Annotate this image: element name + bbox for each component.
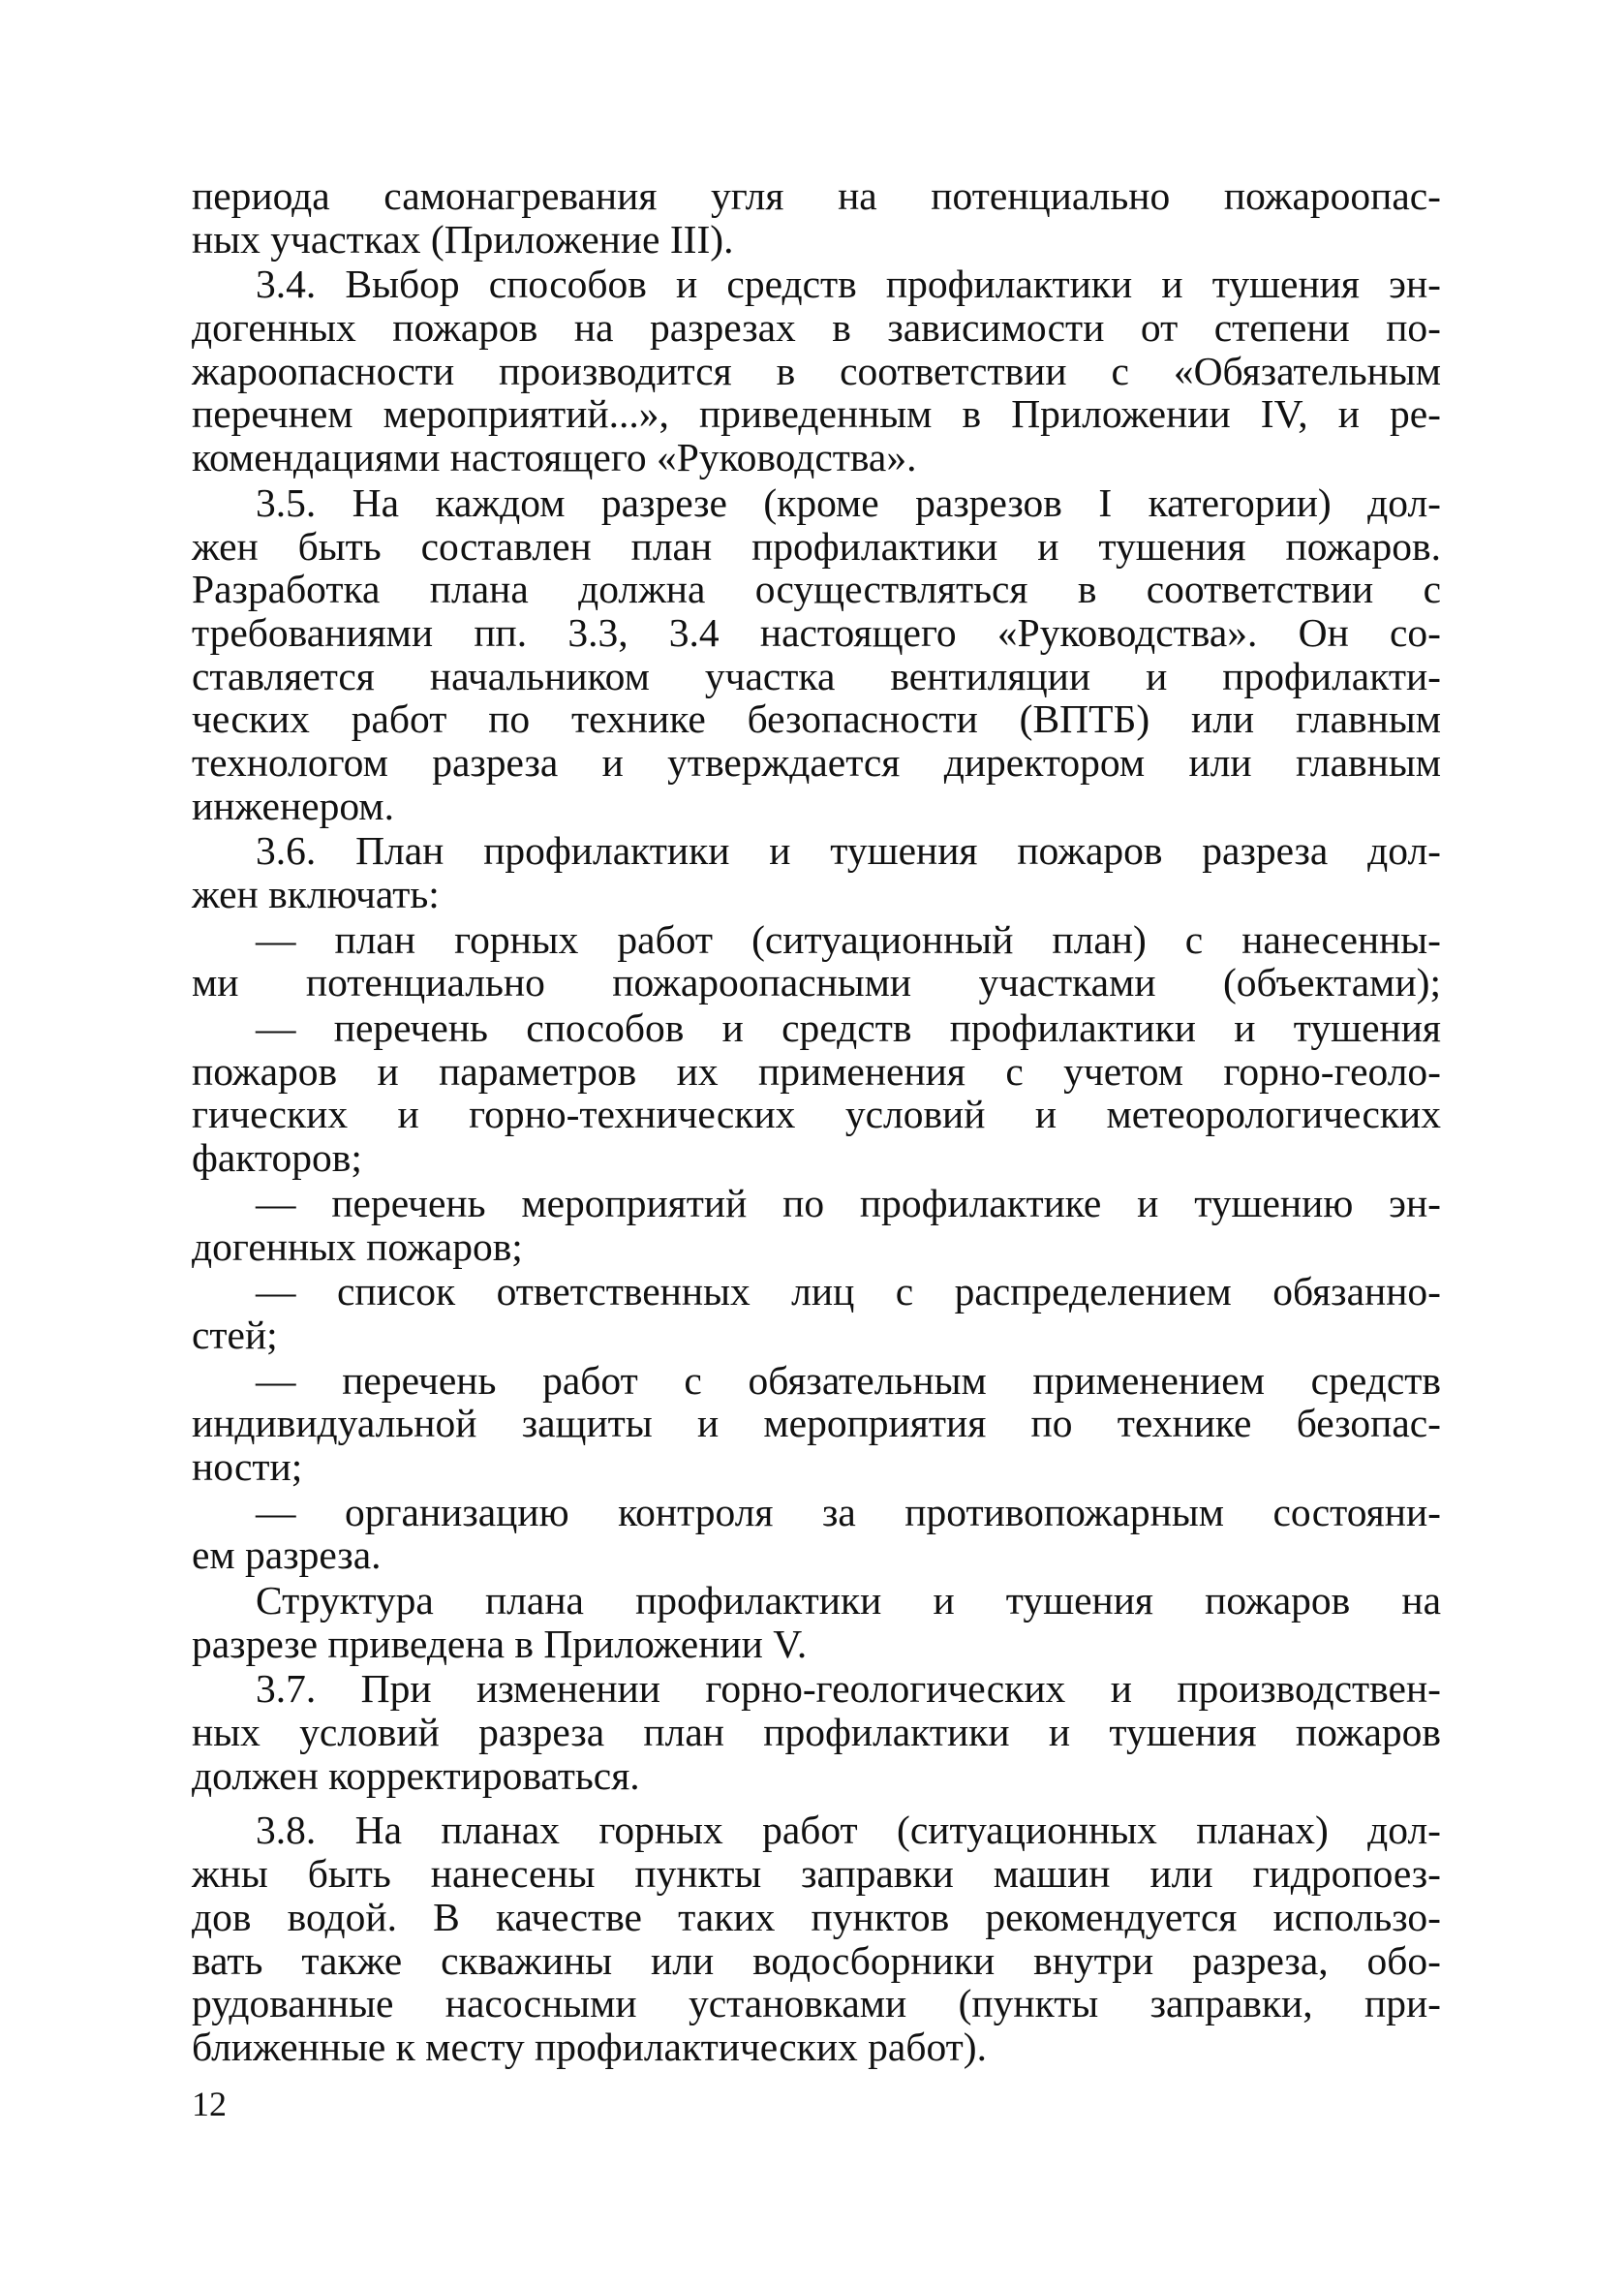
- text-line: — перечень мероприятий по профилактике и тушению эн-: [256, 1180, 1441, 1225]
- paragraph-continuation: [192, 174, 1441, 261]
- list-item: [192, 1006, 1441, 1180]
- text-line: ности;: [192, 1443, 303, 1489]
- text-line: гических и горно-технических условий и метеорологических: [192, 1092, 1441, 1137]
- text-line: индивидуальной защиты и мероприятия по технике безопас-: [192, 1401, 1441, 1446]
- list-item: [192, 1270, 1441, 1356]
- text-line: — план горных работ (ситуационный план) с нанесенны-: [256, 916, 1441, 962]
- text-line: ных условий разреза план профилактики и тушения пожаров: [192, 1710, 1441, 1755]
- text-line: дов водой. В качестве таких пунктов рекомендуется использо-: [192, 1894, 1441, 1939]
- text-line: 3.5. На каждом разрезе (кроме разрезов I категории) дол-: [256, 479, 1441, 525]
- text-line: ем разреза.: [192, 1532, 382, 1578]
- text-line: стей;: [192, 1312, 278, 1357]
- paragraph-3-5: [192, 481, 1441, 828]
- text-line: Структура плана профилактики и тушения пожаров на: [256, 1578, 1441, 1623]
- text-line: пожаров и параметров их применения с учетом горно-геоло-: [192, 1048, 1441, 1094]
- text-line: Разработка плана должна осуществляться в соответствии с: [192, 567, 1441, 612]
- text-line: вать также скважины или водосборники внутри разреза, обо-: [192, 1937, 1441, 1983]
- paragraph-3-6: [192, 829, 1441, 915]
- text-line: — организацию контроля за противопожарным состояни-: [256, 1489, 1441, 1534]
- text-line: ми потенциально пожароопасными участками (объектами);: [192, 960, 1441, 1005]
- text-line: жароопасности производится в соответствии с «Обязательным: [192, 348, 1441, 393]
- list-item: [192, 1182, 1441, 1268]
- text-line: — перечень способов и средств профилактики и тушения: [256, 1005, 1441, 1051]
- text-line: 3.4. Выбор способов и средств профилактики и тушения эн-: [256, 262, 1441, 307]
- text-line: жен включать:: [192, 872, 440, 916]
- text-line: — список ответственных лиц с распределением обязанно-: [256, 1269, 1441, 1314]
- list-item: [192, 918, 1441, 1005]
- text-line: жны быть нанесены пункты заправки машин или гидропоез-: [192, 1851, 1441, 1897]
- text-line: должен корректироваться.: [192, 1752, 640, 1798]
- text-line: факторов;: [192, 1135, 362, 1181]
- text-line: ставляется начальником участка вентиляции и профилакти-: [192, 653, 1441, 698]
- text-line: жен быть составлен план профилактики и тушения пожаров.: [192, 523, 1441, 569]
- text-line: комендациями настоящего «Руководства».: [192, 435, 917, 480]
- list-item: [192, 1491, 1441, 1577]
- text-line: 3.7. При изменении горно-геологических и производствен-: [256, 1666, 1441, 1712]
- text-line: догенных пожаров;: [192, 1223, 523, 1269]
- paragraph-structure: [192, 1579, 1441, 1665]
- text-line: догенных пожаров на разрезах в зависимости от степени по-: [192, 305, 1441, 351]
- text-line: ных участках (Приложение III).: [192, 216, 734, 262]
- page-body: [192, 174, 1441, 2069]
- page-number: 12: [192, 2085, 227, 2123]
- list-item: [192, 1359, 1441, 1489]
- text-line: — перечень работ с обязательным применением средств: [256, 1357, 1441, 1403]
- paragraph-3-8: [192, 1809, 1441, 2068]
- text-line: 3.6. План профилактики и тушения пожаров разреза дол-: [256, 828, 1441, 874]
- text-line: инженером.: [192, 783, 394, 828]
- text-line: ближенные к месту профилактических работ).: [192, 2024, 987, 2069]
- text-line: периода самонагревания угля на потенциально пожароопас-: [192, 173, 1441, 218]
- text-line: перечнем мероприятий...», приведенным в Приложении IV, и ре-: [192, 391, 1441, 437]
- text-line: рудованные насосными установками (пункты заправки, при-: [192, 1981, 1441, 2026]
- text-line: требованиями пп. 3.3, 3.4 настоящего «Руководства». Он со-: [192, 609, 1441, 655]
- text-line: 3.8. На планах горных работ (ситуационных планах) дол-: [256, 1808, 1441, 1853]
- paragraph-3-4: [192, 263, 1441, 479]
- text-line: технологом разреза и утверждается директором или главным: [192, 739, 1441, 785]
- paragraph-3-7: [192, 1667, 1441, 1797]
- text-line: разрезе приведена в Приложении V.: [192, 1621, 808, 1666]
- text-line: ческих работ по технике безопасности (ВПТБ) или главным: [192, 696, 1441, 742]
